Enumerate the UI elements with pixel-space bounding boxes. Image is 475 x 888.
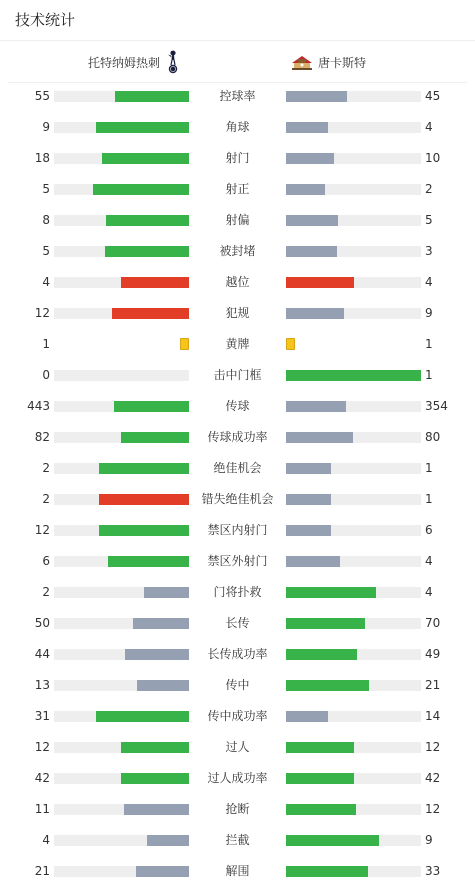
stat-row: [0, 236, 475, 267]
stat-row: [0, 732, 475, 763]
home-bar-track: [54, 308, 189, 319]
stat-row: [0, 577, 475, 608]
stat-label: 犯规: [225, 306, 250, 320]
home-value: 13: [34, 678, 50, 692]
stat-row: [0, 763, 475, 794]
home-bar-track: [54, 432, 189, 443]
home-bar: [144, 587, 189, 598]
home-bar: [115, 91, 189, 102]
stat-label: 拦截: [225, 833, 250, 847]
home-bar: [106, 215, 189, 226]
away-bar-track: [286, 463, 421, 474]
away-value: 9: [425, 833, 433, 847]
home-bar-track: [54, 804, 189, 815]
away-bar: [286, 184, 325, 195]
away-value: 1: [425, 368, 433, 382]
home-bar: [121, 432, 189, 443]
stat-label: 错失绝佳机会: [201, 492, 274, 506]
home-bar: [93, 184, 189, 195]
away-bar-track: [286, 370, 421, 381]
away-value: 1: [425, 337, 433, 351]
home-value: 9: [42, 120, 50, 134]
home-value: 2: [42, 492, 50, 506]
away-bar-track: [286, 618, 421, 629]
away-bar-track: [286, 711, 421, 722]
home-value: 50: [34, 616, 50, 630]
home-bar-track: [54, 556, 189, 567]
stat-row: [0, 81, 475, 112]
stat-row: [0, 422, 475, 453]
home-bar: [99, 525, 189, 536]
away-bar: [286, 308, 344, 319]
away-value: 4: [425, 585, 433, 599]
away-bar: [286, 618, 365, 629]
home-bar: [121, 277, 189, 288]
home-bar-track: [54, 215, 189, 226]
team-header: [8, 42, 467, 83]
away-value: 6: [425, 523, 433, 537]
away-bar-track: [286, 432, 421, 443]
home-value: 0: [42, 368, 50, 382]
yellow-card-icon: [286, 338, 295, 350]
stat-row: [0, 112, 475, 143]
away-value: 21: [425, 678, 441, 692]
away-bar-track: [286, 184, 421, 195]
home-value: 18: [34, 151, 50, 165]
home-bar-track: [54, 742, 189, 753]
stat-label: 击中门框: [213, 368, 262, 382]
away-bar: [286, 91, 347, 102]
stat-label: 传球成功率: [207, 430, 268, 444]
stat-label: 越位: [225, 275, 250, 289]
home-bar-track: [54, 835, 189, 846]
home-bar-track: [54, 587, 189, 598]
away-bar: [286, 742, 354, 753]
stat-row: [0, 453, 475, 484]
home-bar-track: [54, 463, 189, 474]
away-value: 5: [425, 213, 433, 227]
away-bar: [286, 587, 376, 598]
away-bar: [286, 804, 356, 815]
stat-label: 被封堵: [219, 244, 256, 258]
home-bar: [114, 401, 189, 412]
away-value: 354: [425, 399, 448, 413]
stat-label: 传中成功率: [207, 709, 268, 723]
away-value: 10: [425, 151, 441, 165]
away-bar: [286, 835, 379, 846]
away-bar: [286, 153, 334, 164]
home-value: 44: [34, 647, 50, 661]
stat-label: 黄牌: [225, 337, 250, 351]
home-bar-track: [54, 153, 189, 164]
yellow-card-icon: [180, 338, 189, 350]
stat-label: 过人成功率: [207, 771, 268, 785]
away-bar: [286, 494, 331, 505]
home-bar: [121, 773, 189, 784]
away-bar: [286, 556, 340, 567]
away-value: 33: [425, 864, 441, 878]
tottenham-crest-icon: [166, 49, 180, 75]
stat-row: [0, 825, 475, 856]
home-bar-track: [54, 773, 189, 784]
stat-label: 解围: [225, 864, 250, 878]
stat-label: 绝佳机会: [213, 461, 262, 475]
stat-label: 门将扑救: [213, 585, 262, 599]
stat-label: 控球率: [219, 89, 256, 103]
away-value: 12: [425, 802, 441, 816]
away-bar-track: [286, 215, 421, 226]
stat-list: [0, 81, 475, 887]
away-bar: [286, 122, 328, 133]
home-bar: [147, 835, 189, 846]
home-bar: [124, 804, 189, 815]
stat-label: 角球: [225, 120, 250, 134]
stat-label: 抢断: [225, 802, 250, 816]
home-bar: [99, 494, 189, 505]
away-bar-track: [286, 804, 421, 815]
home-value: 5: [42, 182, 50, 196]
stat-row: [0, 391, 475, 422]
away-value: 4: [425, 120, 433, 134]
away-value: 4: [425, 275, 433, 289]
away-bar-track: [286, 773, 421, 784]
away-bar-track: [286, 91, 421, 102]
away-value: 45: [425, 89, 441, 103]
home-value: 5: [42, 244, 50, 258]
away-value: 49: [425, 647, 441, 661]
stat-row: [0, 794, 475, 825]
stat-label: 长传: [225, 616, 250, 630]
away-bar-track: [286, 649, 421, 660]
away-team-name: 唐卡斯特: [318, 55, 367, 70]
home-value: 21: [34, 864, 50, 878]
stat-row: [0, 329, 475, 360]
stat-row: [0, 639, 475, 670]
home-bar: [133, 618, 189, 629]
away-bar-track: [286, 525, 421, 536]
home-bar: [105, 246, 189, 257]
away-bar-track: [286, 866, 421, 877]
stat-row: [0, 267, 475, 298]
away-bar: [286, 773, 354, 784]
stat-label: 传中: [225, 678, 250, 692]
home-card-area: [54, 329, 189, 360]
home-bar-track: [54, 184, 189, 195]
away-bar: [286, 680, 369, 691]
home-bar-track: [54, 122, 189, 133]
away-card-area: [286, 329, 421, 360]
home-value: 12: [34, 740, 50, 754]
home-bar-track: [54, 401, 189, 412]
doncaster-crest-icon: [290, 53, 314, 71]
away-bar: [286, 711, 328, 722]
home-bar-track: [54, 618, 189, 629]
away-value: 12: [425, 740, 441, 754]
home-value: 2: [42, 585, 50, 599]
away-bar-track: [286, 742, 421, 753]
away-value: 80: [425, 430, 441, 444]
away-value: 1: [425, 492, 433, 506]
away-value: 14: [425, 709, 441, 723]
stat-label: 过人: [225, 740, 250, 754]
stat-row: [0, 205, 475, 236]
stat-row: [0, 515, 475, 546]
away-bar-track: [286, 494, 421, 505]
stat-row: [0, 174, 475, 205]
home-value: 4: [42, 275, 50, 289]
away-bar-track: [286, 122, 421, 133]
stat-row: [0, 360, 475, 391]
away-value: 3: [425, 244, 433, 258]
stat-row: [0, 670, 475, 701]
home-team-name: 托特纳姆热刺: [87, 55, 160, 70]
home-value: 12: [34, 306, 50, 320]
away-value: 42: [425, 771, 441, 785]
away-bar: [286, 215, 338, 226]
home-bar: [136, 866, 189, 877]
away-bar-track: [286, 277, 421, 288]
home-bar: [121, 742, 189, 753]
away-value: 2: [425, 182, 433, 196]
home-value: 11: [34, 802, 50, 816]
home-bar-track: [54, 525, 189, 536]
stat-label: 射正: [225, 182, 250, 196]
home-value: 4: [42, 833, 50, 847]
stat-row: [0, 484, 475, 515]
section-title: 技术统计: [15, 11, 76, 29]
home-bar-track: [54, 680, 189, 691]
home-bar-track: [54, 711, 189, 722]
stat-row: [0, 143, 475, 174]
away-value: 70: [425, 616, 441, 630]
stat-label: 长传成功率: [207, 647, 268, 661]
home-bar-track: [54, 91, 189, 102]
home-value: 8: [42, 213, 50, 227]
away-bar-track: [286, 556, 421, 567]
home-bar: [108, 556, 189, 567]
stat-label: 射门: [225, 151, 250, 165]
away-bar-track: [286, 835, 421, 846]
away-bar-track: [286, 246, 421, 257]
home-value: 12: [34, 523, 50, 537]
home-value: 6: [42, 554, 50, 568]
away-value: 1: [425, 461, 433, 475]
away-value: 9: [425, 306, 433, 320]
home-bar: [125, 649, 189, 660]
home-bar: [137, 680, 189, 691]
away-bar-track: [286, 308, 421, 319]
away-bar-track: [286, 153, 421, 164]
home-value: 2: [42, 461, 50, 475]
home-bar: [99, 463, 189, 474]
stat-row: [0, 856, 475, 887]
home-value: 31: [34, 709, 50, 723]
away-bar: [286, 525, 331, 536]
stat-label: 禁区外射门: [207, 554, 268, 568]
away-bar: [286, 370, 421, 381]
away-team[interactable]: [290, 42, 366, 82]
home-bar-track: [54, 494, 189, 505]
away-bar-track: [286, 680, 421, 691]
away-bar: [286, 432, 353, 443]
home-bar-track: [54, 370, 189, 381]
home-bar-track: [54, 246, 189, 257]
stat-row: [0, 298, 475, 329]
stat-label: 传球: [225, 399, 250, 413]
away-bar: [286, 866, 368, 877]
stat-row: [0, 701, 475, 732]
home-value: 82: [34, 430, 50, 444]
home-value: 1: [42, 337, 50, 351]
away-bar: [286, 277, 354, 288]
away-value: 4: [425, 554, 433, 568]
home-team[interactable]: [88, 42, 180, 82]
away-bar: [286, 649, 357, 660]
home-bar-track: [54, 277, 189, 288]
stat-label: 射偏: [225, 213, 250, 227]
home-bar-track: [54, 866, 189, 877]
home-bar: [96, 711, 189, 722]
stat-label: 禁区内射门: [207, 523, 268, 537]
home-bar: [112, 308, 189, 319]
home-value: 443: [27, 399, 50, 413]
home-value: 55: [34, 89, 50, 103]
away-bar: [286, 401, 346, 412]
home-value: 42: [34, 771, 50, 785]
home-bar-track: [54, 649, 189, 660]
stat-row: [0, 546, 475, 577]
away-bar-track: [286, 401, 421, 412]
away-bar: [286, 246, 337, 257]
away-bar: [286, 463, 331, 474]
stat-row: [0, 608, 475, 639]
home-bar: [102, 153, 189, 164]
divider: [0, 40, 475, 41]
away-bar-track: [286, 587, 421, 598]
home-bar: [96, 122, 189, 133]
